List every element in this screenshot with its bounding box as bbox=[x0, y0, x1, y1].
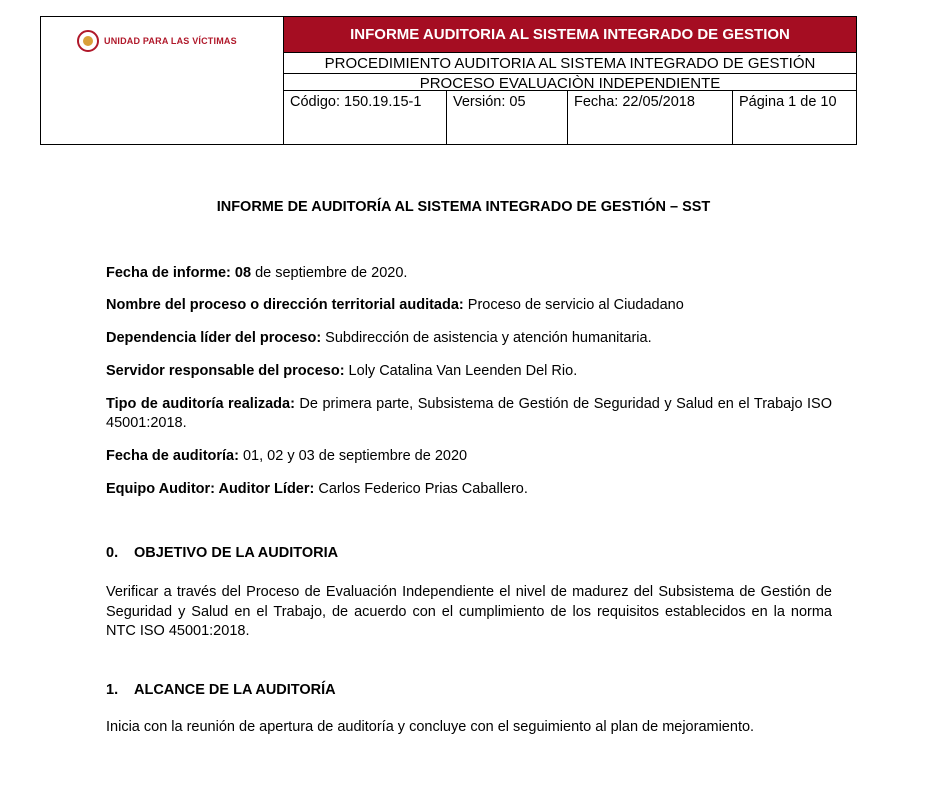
header-title: INFORME AUDITORIA AL SISTEMA INTEGRADO DE GESTION bbox=[284, 17, 856, 53]
section-heading-scope bbox=[106, 682, 336, 698]
field-lead-dependency bbox=[106, 329, 832, 348]
field-value: De primera parte, Subsistema de Gestión de Seguridad y Salud en el Trabajo ISO 45001:2018. bbox=[106, 396, 832, 431]
field-report-date bbox=[106, 264, 832, 283]
header-date: Fecha: 22/05/2018 bbox=[568, 91, 733, 144]
field-label: Equipo Auditor: Auditor Líder: bbox=[106, 481, 315, 497]
field-audit-date bbox=[106, 447, 832, 466]
field-label: Dependencia líder del proceso: bbox=[106, 330, 322, 346]
field-audit-type bbox=[106, 395, 832, 433]
field-responsible-server bbox=[106, 362, 832, 381]
organization-logo bbox=[77, 30, 237, 52]
header-process: PROCESO EVALUACIÒN INDEPENDIENTE bbox=[284, 74, 856, 91]
field-value: Loly Catalina Van Leenden Del Rio. bbox=[344, 363, 578, 379]
field-label: Nombre del proceso o dirección territorial auditada: bbox=[106, 297, 464, 313]
field-audit-team bbox=[106, 480, 832, 499]
section-heading-objective bbox=[106, 545, 338, 561]
field-value: Proceso de servicio al Ciudadano bbox=[463, 297, 684, 313]
document-title: INFORME DE AUDITORÍA AL SISTEMA INTEGRADO DE GESTIÓN – SST bbox=[216, 199, 711, 215]
section-title: OBJETIVO DE LA AUDITORIA bbox=[134, 545, 339, 561]
field-process-name bbox=[106, 296, 832, 315]
header-page: Página 1 de 10 bbox=[739, 94, 837, 110]
header-version: Versión: 05 bbox=[447, 91, 568, 144]
field-label: Servidor responsable del proceso: bbox=[106, 363, 345, 379]
logo-text: UNIDAD PARA LAS VÍCTIMAS bbox=[104, 36, 237, 46]
field-value: 01, 02 y 03 de septiembre de 2020 bbox=[238, 448, 468, 464]
document-header-table bbox=[40, 16, 857, 145]
section-title: ALCANCE DE LA AUDITORÍA bbox=[134, 682, 336, 698]
logo-cell bbox=[41, 17, 284, 144]
header-procedure: PROCEDIMIENTO AUDITORIA AL SISTEMA INTEGRADO DE GESTIÓN bbox=[284, 53, 856, 74]
section-number: 0. bbox=[106, 545, 119, 561]
field-value: Carlos Federico Prias Caballero. bbox=[314, 481, 528, 497]
field-label: Fecha de auditoría: bbox=[106, 448, 239, 464]
coat-of-arms-icon bbox=[77, 30, 99, 52]
field-value: Subdirección de asistencia y atención humanitaria. bbox=[321, 330, 652, 346]
section-text-scope: Inicia con la reunión de apertura de auditoría y concluye con el seguimiento al plan de mejoramiento. bbox=[106, 719, 755, 735]
header-code: Código: 150.19.15-1 bbox=[284, 91, 447, 144]
field-label: Tipo de auditoría realizada: bbox=[106, 396, 295, 412]
section-text-objective: Verificar a través del Proceso de Evaluación Independiente el nivel de madurez del Subsistema de Gestión de Seguridad y Salud en el Trabajo, de acuerdo con el cumplimiento de los requisitos establecidos en la norma NTC ISO 45001:2018. bbox=[106, 584, 832, 639]
section-number: 1. bbox=[106, 682, 119, 698]
field-value: de septiembre de 2020. bbox=[251, 265, 408, 281]
field-label: Fecha de informe: 08 bbox=[106, 265, 252, 281]
header-meta-row bbox=[284, 91, 856, 144]
